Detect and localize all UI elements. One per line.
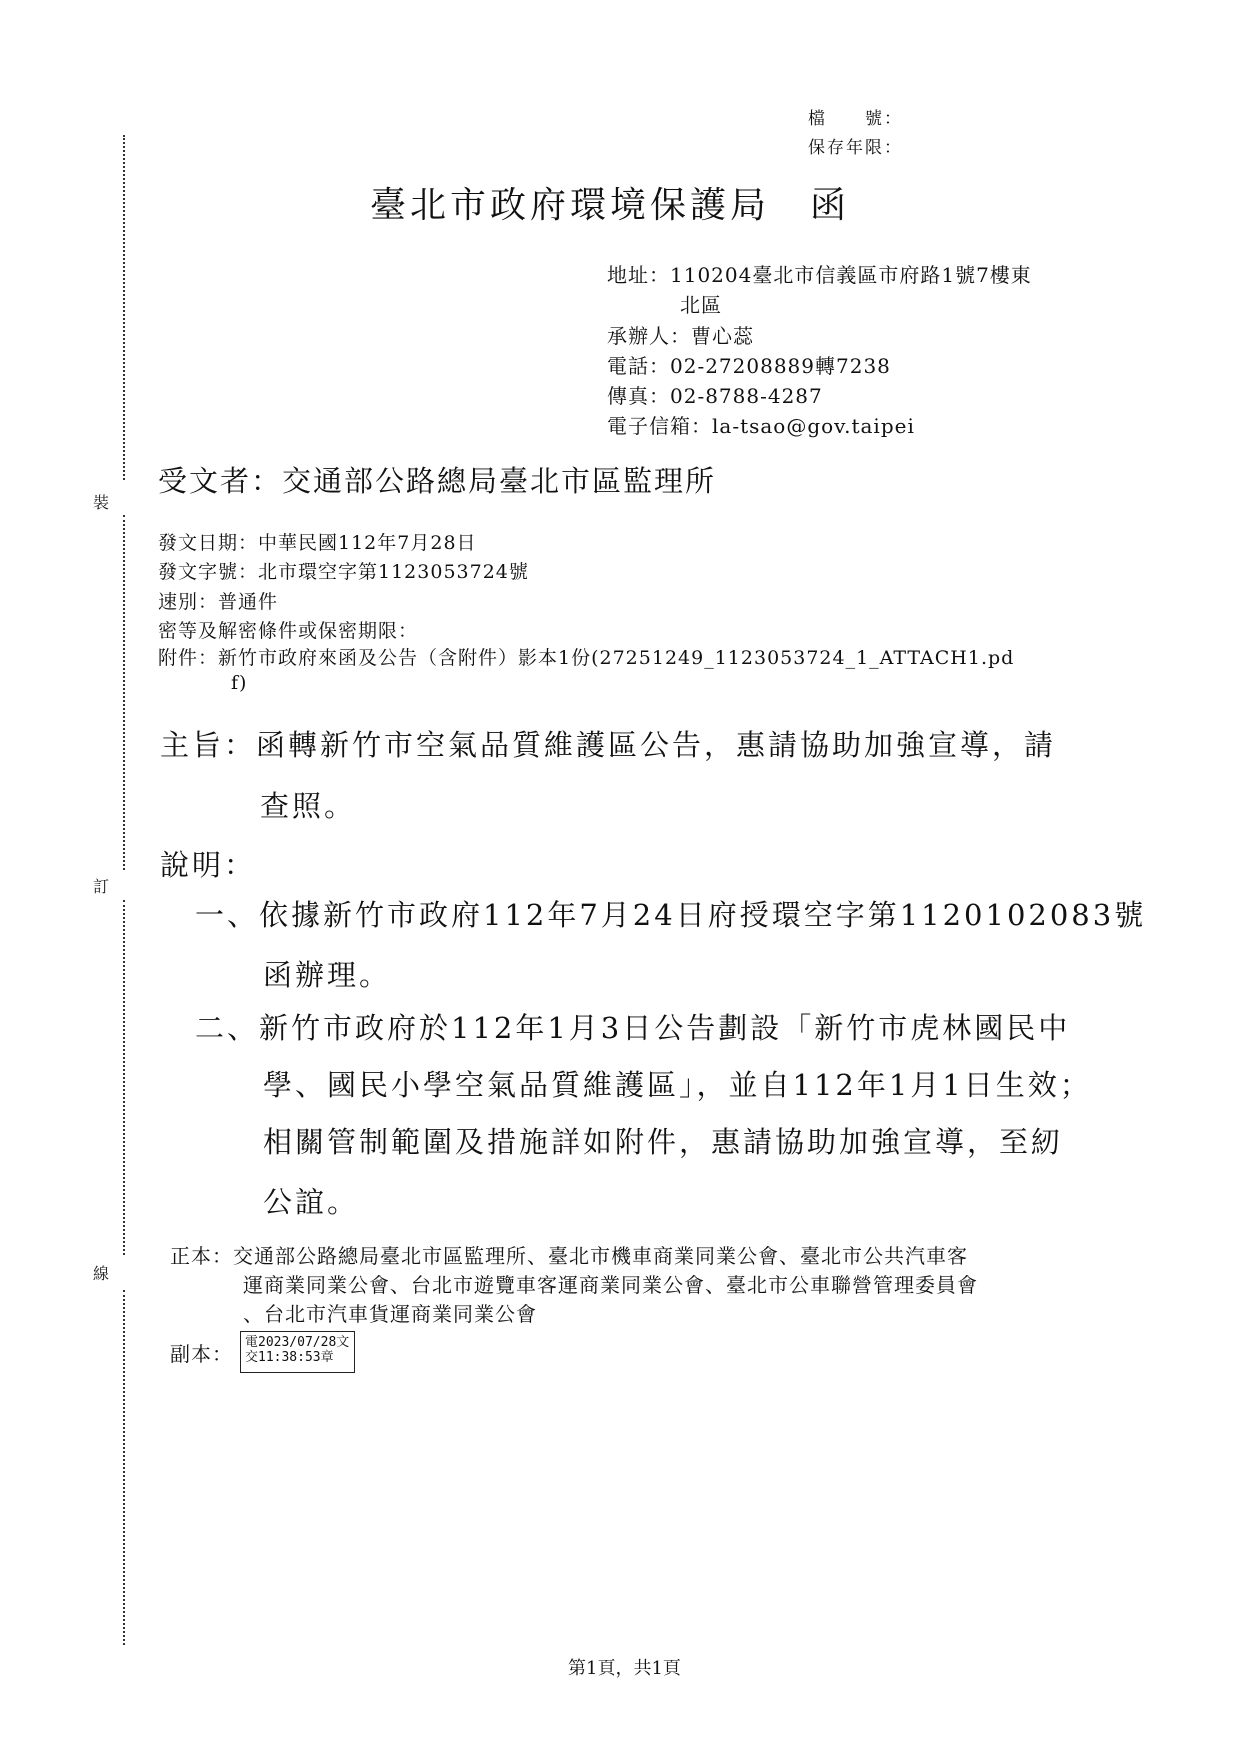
explanation-heading: 說明： xyxy=(160,848,257,882)
fax: 傳真：02-8788-4287 xyxy=(607,384,823,408)
email: 電子信箱：la-tsao@gov.taipei xyxy=(607,414,915,438)
binding-dotted-line xyxy=(123,135,125,480)
stamp-line: 電2023/07/28文 xyxy=(245,1335,350,1350)
explanation-item-1: 一、依據新竹市政府112年7月24日府授環空字第1120102083號 xyxy=(195,898,1147,932)
secrecy-level: 密等及解密條件或保密期限： xyxy=(158,620,419,642)
binding-mark: 線 xyxy=(93,1264,110,1283)
handler: 承辦人：曹心蕊 xyxy=(607,324,754,348)
electronic-receipt-stamp xyxy=(240,1331,355,1373)
binding-dotted-line xyxy=(123,1290,125,1645)
explanation-item-2-continued: 相關管制範圍及措施詳如附件，惠請協助加強宣導，至紉 xyxy=(263,1125,1064,1159)
subject: 主旨：函轉新竹市空氣品質維護區公告，惠請協助加強宣導，請 xyxy=(160,728,1057,762)
phone: 電話：02-27208889轉7238 xyxy=(607,354,891,378)
explanation-item-2-continued: 學、國民小學空氣品質維護區」，並自112年1月1日生效； xyxy=(263,1068,1092,1102)
original-recipients-continued: 運商業同業公會、台北市遊覽車客運商業同業公會、臺北市公車聯營管理委員會 xyxy=(243,1273,978,1297)
attachment: 附件：新竹市政府來函及公告（含附件）影本1份(27251249_1123053724_1_ATTACH1.pd xyxy=(158,647,1015,669)
document-title: 臺北市政府環境保護局 函 xyxy=(370,185,851,226)
document-number: 發文字號：北市環空字第1123053724號 xyxy=(158,561,529,583)
attachment-continued: f) xyxy=(231,672,248,694)
explanation-item-2: 二、新竹市政府於112年1月3日公告劃設「新竹市虎林國民中 xyxy=(195,1011,1071,1045)
binding-dotted-line xyxy=(123,900,125,1255)
binding-mark: 裝 xyxy=(93,493,110,512)
issue-date: 發文日期：中華民國112年7月28日 xyxy=(158,532,477,554)
explanation-item-2-continued: 公誼。 xyxy=(263,1185,360,1219)
binding-dotted-line xyxy=(123,515,125,870)
original-recipients: 正本：交通部公路總局臺北市區監理所、臺北市機車商業同業公會、臺北市公共汽車客 xyxy=(170,1244,968,1268)
subject-continued: 查照。 xyxy=(260,789,357,823)
copy-label: 副本： xyxy=(170,1342,233,1366)
address-line: 地址：110204臺北市信義區市府路1號7樓東 xyxy=(607,263,1032,287)
binding-mark: 訂 xyxy=(93,877,110,896)
explanation-item-1-continued: 函辦理。 xyxy=(263,958,392,992)
file-number-label: 檔 號： xyxy=(808,109,903,129)
recipient: 受文者：交通部公路總局臺北市區監理所 xyxy=(158,464,717,498)
page-number: 第1頁，共1頁 xyxy=(568,1658,681,1679)
retention-period-label: 保存年限： xyxy=(808,138,903,158)
address-line-continued: 北區 xyxy=(680,293,722,317)
delivery-speed: 速別：普通件 xyxy=(158,591,279,613)
original-recipients-continued: 、台北市汽車貨運商業同業公會 xyxy=(243,1302,537,1326)
stamp-line: 交11:38:53章 xyxy=(245,1350,334,1365)
